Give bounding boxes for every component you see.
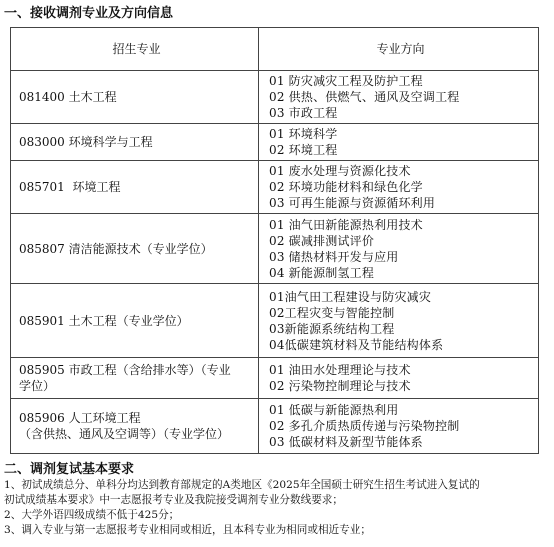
direction-item: 02 污染物控制理论与技术 — [269, 379, 411, 393]
direction-item: 01油气田工程建设与防灾减灾 — [269, 289, 432, 304]
direction-item: 02 供热、供燃气、通风及空调工程 — [269, 90, 460, 104]
direction-item: 03 可再生能源与资源循环利用 — [269, 196, 436, 210]
major-text: 085906 人工环境工程 — [19, 411, 141, 425]
direction-item: 02 碳减排测试评价 — [269, 233, 375, 248]
direction-item: 02 环境工程 — [269, 143, 338, 157]
direction-item: 04低碳建筑材料及节能结构体系 — [269, 337, 444, 352]
direction-item: 01 油气田新能源热利用技术 — [269, 217, 423, 232]
direction-item: 01 废水处理与资源化技术 — [269, 164, 411, 178]
direction-item: 01 环境科学 — [269, 127, 338, 141]
major-cell — [11, 71, 259, 124]
table-row — [11, 284, 539, 358]
direction-item: 04 新能源制氢工程 — [269, 265, 375, 280]
header-direction: 专业方向 — [259, 28, 539, 71]
direction-cell — [259, 161, 539, 214]
major-cell — [11, 358, 259, 399]
major-cell — [11, 284, 259, 358]
major-text: 085701 环境工程 — [19, 180, 121, 194]
direction-cell — [259, 214, 539, 284]
major-cell — [11, 399, 259, 454]
requirement-1-line-2: 初试成绩基本要求》中一志愿报考专业及我院接受调剂专业分数线要求； — [4, 494, 343, 506]
table-row — [11, 71, 539, 124]
direction-item: 02工程灾变与智能控制 — [269, 305, 395, 320]
major-text: （含供热、通风及空调等）（专业学位） — [19, 427, 230, 441]
table-row — [11, 358, 539, 399]
direction-item: 03 市政工程 — [269, 106, 338, 120]
direction-cell — [259, 124, 539, 161]
major-text: 083000 环境科学与工程 — [19, 135, 153, 149]
direction-item: 03新能源系统结构工程 — [269, 321, 395, 336]
table-header-row — [11, 28, 539, 71]
requirement-3: 3、调入专业与第一志愿报考专业相同或相近，且本科专业为相同或相近专业； — [4, 524, 371, 536]
direction-item: 03 储热材料开发与应用 — [269, 249, 399, 264]
major-cell — [11, 214, 259, 284]
major-cell — [11, 161, 259, 214]
direction-item: 02 环境功能材料和绿色化学 — [269, 180, 423, 194]
requirement-2: 2、大学外语四级成绩不低于425分； — [4, 509, 180, 521]
section-title-requirements: 二、调剂复试基本要求 — [4, 462, 135, 477]
direction-item: 03 低碳材料及新型节能体系 — [269, 435, 423, 449]
direction-cell — [259, 71, 539, 124]
direction-item: 01 低碳与新能源热利用 — [269, 403, 399, 417]
table-row — [11, 161, 539, 214]
major-text: 085901 土木工程（专业学位） — [19, 313, 189, 328]
direction-item: 01 油田水处理理论与技术 — [269, 363, 411, 377]
major-text: 081400 土木工程 — [19, 90, 117, 104]
section-title-majors: 一、接收调剂专业及方向信息 — [4, 6, 174, 21]
table-row — [11, 214, 539, 284]
major-cell — [11, 124, 259, 161]
major-text: 085807 清洁能源技术（专业学位） — [19, 241, 213, 256]
major-text: 学位） — [19, 379, 56, 393]
direction-cell — [259, 358, 539, 399]
direction-item: 02 多孔介质热质传递与污染物控制 — [269, 419, 460, 433]
majors-table — [10, 27, 539, 454]
direction-item: 01 防灾减灾工程及防护工程 — [269, 74, 423, 88]
direction-cell — [259, 399, 539, 454]
requirement-1-line-1: 1、初试成绩总分、单科分均达到教育部规定的A类地区《2025年全国硕士研究生招生考试进入复试的 — [4, 479, 480, 491]
table-row — [11, 399, 539, 454]
direction-cell — [259, 284, 539, 358]
major-text: 085905 市政工程（含给排水等）（专业 — [19, 363, 231, 377]
table-row — [11, 124, 539, 161]
header-major: 招生专业 — [11, 28, 259, 71]
